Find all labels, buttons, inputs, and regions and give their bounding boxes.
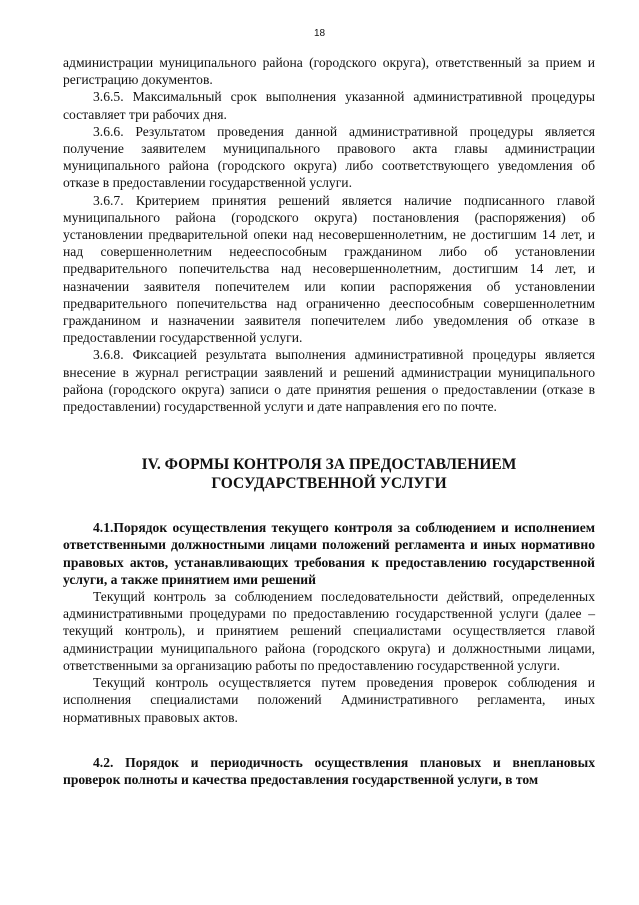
section-heading bbox=[63, 455, 595, 493]
subsection-4-2-title: 4.2. Порядок и периодичность осуществления плановых и внеплановых проверок полноты и качества предоставления государственной услуги, в том bbox=[63, 754, 595, 787]
paragraph-4-1-a: Текущий контроль за соблюдением последовательности действий, определенных административными процедурами по предоставлению государственной услуги (далее – текущий контроль), и принятием решений специалистами осуществляется главой администрации муниципального района (городского округа) и должностными лицами, ответственными за организацию работы по предоставлению государственной услуги. bbox=[63, 589, 595, 673]
page-number: 18 bbox=[313, 28, 326, 39]
paragraph-3-6-7: 3.6.7. Критерием принятия решений является наличие подписанного главой муниципального района (городского округа) постановления (распоряжения) об установлении предварительной опеки над несовершеннолетним, не достигшим 14 лет, и над совершеннолетним недееспособным гражданином либо об установлении предварительного попечительства над несовершеннолетним, достигшим 14 лет, и назначении заявителя попечителем или копии распоряжения об установлении предварительного попечительства над ограниченно дееспособным совершеннолетним гражданином и назначении заявителя попечителем либо уведомления об отказе в предоставлении государственной услуги. bbox=[63, 192, 595, 346]
paragraph-3-6-6: 3.6.6. Результатом проведения данной административной процедуры является получение заявителем муниципального правового акта главы администрации муниципального района (городского округа) либо соответствующего уведомления об отказе в предоставлении государственной услуги. bbox=[63, 123, 595, 191]
paragraph-4-1-b: Текущий контроль осуществляется путем проведения проверок соблюдения и исполнения специалистами положений Административного регламента, иных нормативных правовых актов. bbox=[63, 675, 595, 725]
paragraph-3-6-8: 3.6.8. Фиксацией результата выполнения административной процедуры является внесение в журнал регистрации заявлений и решений администрации муниципального района (городского округа) записи о дате принятия решения о предоставлении (отказе в предоставлении) государственной услуги и дате направления его по почте. bbox=[63, 347, 595, 415]
subsection-4-1-title: 4.1.Порядок осуществления текущего контроля за соблюдением и исполнением ответственными должностными лицами положений регламента и иных нормативно правовых актов, устанавливающих требования к предоставлению государственной услуги, а также принятием ими решений bbox=[63, 520, 595, 587]
section-heading-line-2: ГОСУДАРСТВЕННОЙ УСЛУГИ bbox=[211, 475, 447, 493]
paragraph-continuation: администрации муниципального района (городского округа), ответственный за прием и регистрацию документов. bbox=[63, 55, 595, 88]
page-content bbox=[63, 54, 595, 788]
section-heading-line-1: IV. ФОРМЫ КОНТРОЛЯ ЗА ПРЕДОСТАВЛЕНИЕМ bbox=[141, 456, 517, 474]
paragraph-3-6-5: 3.6.5. Максимальный срок выполнения указанной административной процедуры составляет три рабочих дня. bbox=[63, 89, 595, 122]
